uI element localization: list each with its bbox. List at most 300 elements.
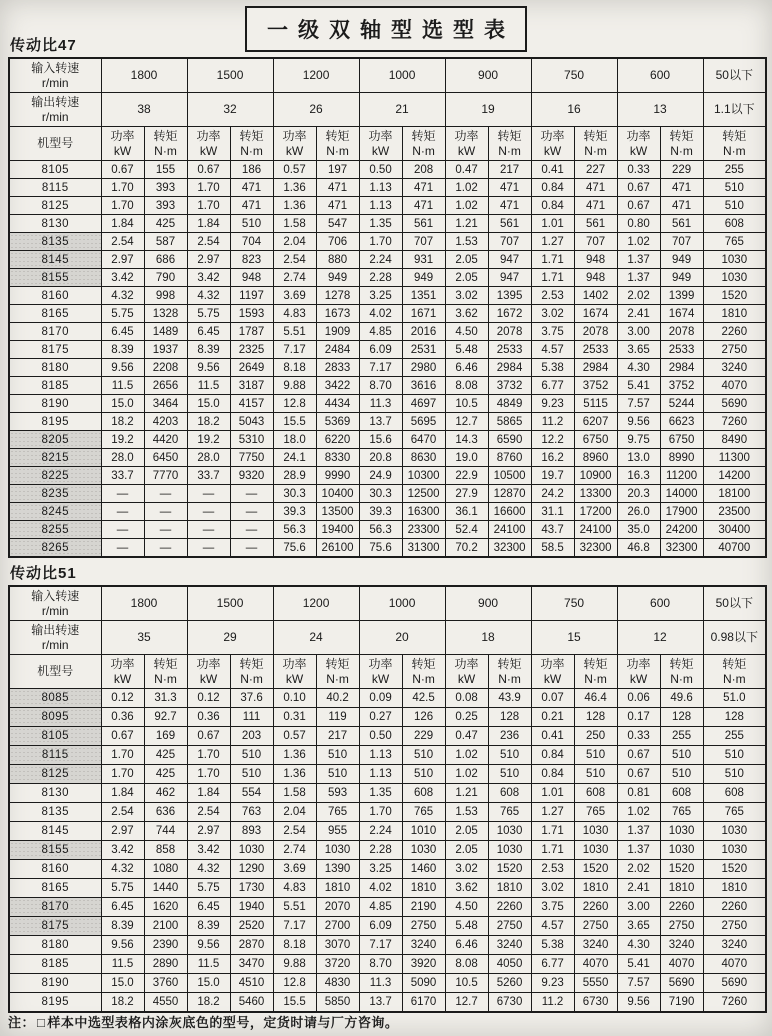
torque-value-cell: 4157 [230,395,273,413]
model-cell: 8115 [9,179,101,197]
torque-value-cell: 236 [488,727,531,746]
power-value-cell: 39.3 [359,503,402,521]
power-value-cell: 3.75 [531,323,574,341]
output-speed-row [9,621,766,655]
power-value-cell: 75.6 [359,539,402,558]
torque-value-cell: — [230,503,273,521]
power-header: 功率 kW [273,655,316,689]
output-speed-row [9,93,766,127]
table-row [9,413,766,431]
power-value-cell: 7.17 [273,917,316,936]
torque-value-cell: 510 [230,746,273,765]
output-speed-value: 12 [617,621,703,655]
torque-value-cell: 471 [402,179,445,197]
table-row [9,215,766,233]
torque-value-cell: 1520 [703,860,766,879]
torque-value-cell: 510 [230,215,273,233]
power-value-cell: 3.00 [617,323,660,341]
torque-value-cell: 393 [144,179,187,197]
power-value-cell: 36.1 [445,503,488,521]
power-value-cell: 30.3 [359,485,402,503]
model-cell: 8155 [9,841,101,860]
power-value-cell: 4.32 [187,287,230,305]
power-value-cell: 1.36 [273,765,316,784]
torque-value-cell: 14000 [660,485,703,503]
table-row [9,161,766,179]
table-body [9,689,766,1013]
torque-value-cell: 32300 [660,539,703,558]
torque-value-cell: 2750 [660,917,703,936]
power-value-cell: 1.37 [617,251,660,269]
power-value-cell: 0.31 [273,708,316,727]
table-body [9,161,766,558]
power-value-cell: 0.41 [531,727,574,746]
input-speed-row [9,58,766,93]
power-value-cell: 0.27 [359,708,402,727]
power-value-cell: 56.3 [359,521,402,539]
input-speed-value: 1500 [187,58,273,93]
input-speed-value: 900 [445,58,531,93]
power-value-cell: 1.36 [273,197,316,215]
torque-value-cell: 2750 [574,917,617,936]
selection-table-ratio47 [8,57,767,558]
table-row [9,359,766,377]
torque-value-cell: 16600 [488,503,531,521]
torque-value-cell: 126 [402,708,445,727]
torque-value-cell: 10400 [316,485,359,503]
torque-value-cell: 1290 [230,860,273,879]
output-speed-value: 19 [445,93,531,127]
power-value-cell: 13.7 [359,413,402,431]
power-value-cell: 12.7 [445,993,488,1013]
torque-value-cell: 2208 [144,359,187,377]
table-row [9,841,766,860]
torque-value-cell: 893 [230,822,273,841]
input-speed-value: 1000 [359,586,445,621]
power-value-cell: 1.21 [445,784,488,803]
torque-value-cell: 510 [660,765,703,784]
model-cell: 8130 [9,784,101,803]
model-cell: 8235 [9,485,101,503]
torque-value-cell: 250 [574,727,617,746]
output-speed-label: 输出转速 r/min [9,621,101,655]
torque-value-cell: 92.7 [144,708,187,727]
power-value-cell: 1.27 [531,233,574,251]
power-header: 功率 kW [617,127,660,161]
power-value-cell: 0.67 [617,197,660,215]
torque-value-cell: 510 [703,765,766,784]
torque-value-cell: 12870 [488,485,531,503]
torque-value-cell: 3187 [230,377,273,395]
table-row [9,784,766,803]
torque-value-cell: 31300 [402,539,445,558]
output-speed-value: 15 [531,621,617,655]
torque-value-cell: 6750 [660,431,703,449]
torque-value-cell: 2750 [703,917,766,936]
power-value-cell: 5.75 [101,305,144,323]
power-value-cell: 2.54 [273,822,316,841]
power-header: 功率 kW [187,655,230,689]
torque-value-cell: 32300 [488,539,531,558]
input-speed-value: 1800 [101,586,187,621]
power-value-cell: 4.32 [187,860,230,879]
torque-value-cell: 947 [488,251,531,269]
power-value-cell: 3.00 [617,898,660,917]
torque-value-cell: 707 [574,233,617,251]
torque-value-cell: 23300 [402,521,445,539]
torque-value-cell: 7750 [230,449,273,467]
power-value-cell: 2.54 [101,233,144,251]
input-speed-value: 600 [617,586,703,621]
torque-value-cell: 14200 [703,467,766,485]
torque-value-cell: 2078 [574,323,617,341]
model-cell: 8195 [9,413,101,431]
power-value-cell: 1.02 [445,197,488,215]
power-value-cell: 1.70 [187,746,230,765]
torque-value-cell: 949 [316,269,359,287]
torque-value-cell: 2016 [402,323,445,341]
torque-value-cell: 10300 [402,467,445,485]
model-cell: 8180 [9,936,101,955]
power-value-cell: 1.37 [617,269,660,287]
power-value-cell: 70.2 [445,539,488,558]
power-value-cell: 18.0 [273,431,316,449]
table-section-ratio47 [8,38,764,558]
table-header [9,586,766,689]
torque-value-cell: 119 [316,708,359,727]
output-speed-value: 29 [187,621,273,655]
power-value-cell: 4.50 [445,323,488,341]
torque-header: 转矩 N·m [574,127,617,161]
power-value-cell: 31.1 [531,503,574,521]
torque-value-cell: 3752 [660,377,703,395]
torque-header: 转矩 N·m [703,127,766,161]
torque-value-cell: 823 [230,251,273,269]
torque-value-cell: 471 [488,179,531,197]
power-value-cell: 9.56 [187,359,230,377]
power-value-cell: 1.36 [273,746,316,765]
power-value-cell: 1.13 [359,765,402,784]
torque-value-cell: 1030 [703,251,766,269]
torque-value-cell: 5865 [488,413,531,431]
torque-value-cell: 5460 [230,993,273,1013]
torque-value-cell: 6623 [660,413,703,431]
torque-value-cell: 931 [402,251,445,269]
torque-value-cell: 1010 [402,822,445,841]
power-value-cell: 1.02 [617,803,660,822]
torque-value-cell: 949 [660,269,703,287]
input-speed-value: 1000 [359,58,445,93]
torque-value-cell: 1810 [660,879,703,898]
model-cell: 8125 [9,197,101,215]
power-value-cell: 9.56 [617,413,660,431]
torque-value-cell: 7260 [703,413,766,431]
power-value-cell: 15.0 [101,974,144,993]
torque-value-cell: 765 [703,233,766,251]
table-row [9,860,766,879]
torque-value-cell: 1810 [316,879,359,898]
power-value-cell: 0.08 [445,689,488,708]
torque-value-cell: 7260 [703,993,766,1013]
power-value-cell: — [187,539,230,558]
torque-value-cell: 5115 [574,395,617,413]
torque-value-cell: 26100 [316,539,359,558]
torque-value-cell: 17200 [574,503,617,521]
power-value-cell: 0.67 [101,161,144,179]
power-value-cell: 4.02 [359,879,402,898]
torque-value-cell: 5690 [703,395,766,413]
power-value-cell: 11.3 [359,974,402,993]
power-value-cell: 10.5 [445,974,488,993]
power-value-cell: 4.57 [531,341,574,359]
torque-value-cell: 3732 [488,377,531,395]
power-value-cell: 1.70 [101,746,144,765]
torque-value-cell: 1672 [488,305,531,323]
power-value-cell: 28.0 [101,449,144,467]
torque-value-cell: 1351 [402,287,445,305]
torque-value-cell: 561 [402,215,445,233]
torque-value-cell: 217 [316,727,359,746]
torque-header: 转矩 N·m [574,655,617,689]
power-value-cell: 0.50 [359,161,402,179]
power-value-cell: 1.27 [531,803,574,822]
torque-value-cell: 19400 [316,521,359,539]
torque-value-cell: 1278 [316,287,359,305]
torque-value-cell: 4070 [660,955,703,974]
torque-value-cell: 5850 [316,993,359,1013]
power-value-cell: 1.84 [101,215,144,233]
torque-value-cell: 2870 [230,936,273,955]
power-value-cell: 1.70 [101,765,144,784]
torque-value-cell: 4849 [488,395,531,413]
power-value-cell: 10.5 [445,395,488,413]
torque-value-cell: 2750 [703,341,766,359]
torque-value-cell: 955 [316,822,359,841]
power-value-cell: 4.32 [101,860,144,879]
torque-value-cell: 2984 [488,359,531,377]
power-value-cell: 1.02 [445,179,488,197]
torque-value-cell: 2390 [144,936,187,955]
model-cell: 8130 [9,215,101,233]
power-value-cell: 0.41 [531,161,574,179]
torque-value-cell: 1671 [402,305,445,323]
torque-value-cell: 208 [402,161,445,179]
torque-value-cell: 949 [402,269,445,287]
torque-header: 转矩 N·m [316,655,359,689]
power-header: 功率 kW [187,127,230,161]
power-value-cell: 6.09 [359,917,402,936]
torque-value-cell: 510 [703,746,766,765]
output-speed-value: 0.98以下 [703,621,766,655]
power-value-cell: 0.12 [187,689,230,708]
power-value-cell: 1.70 [359,233,402,251]
torque-value-cell: 1197 [230,287,273,305]
power-value-cell: 2.28 [359,841,402,860]
power-header: 功率 kW [101,655,144,689]
torque-value-cell: 471 [316,179,359,197]
torque-value-cell: 2984 [574,359,617,377]
power-value-cell: 6.09 [359,341,402,359]
torque-value-cell: 4050 [488,955,531,974]
power-value-cell: 15.0 [187,974,230,993]
torque-value-cell: 1674 [574,305,617,323]
power-value-cell: 3.69 [273,287,316,305]
torque-value-cell: 5690 [703,974,766,993]
torque-value-cell: 2260 [488,898,531,917]
torque-value-cell: 510 [316,746,359,765]
power-value-cell: 1.70 [359,803,402,822]
power-value-cell: 1.01 [531,784,574,803]
power-value-cell: 11.5 [101,955,144,974]
torque-value-cell: 255 [703,161,766,179]
power-value-cell: 3.25 [359,287,402,305]
power-value-cell: 0.67 [187,727,230,746]
power-value-cell: 2.02 [617,860,660,879]
power-value-cell: 1.53 [445,233,488,251]
torque-value-cell: 186 [230,161,273,179]
power-value-cell: — [101,539,144,558]
model-cell: 8185 [9,955,101,974]
torque-value-cell: 6207 [574,413,617,431]
torque-value-cell: 13300 [574,485,617,503]
power-value-cell: 0.50 [359,727,402,746]
table-row [9,431,766,449]
torque-value-cell: 4697 [402,395,445,413]
torque-header: 转矩 N·m [660,655,703,689]
power-value-cell: 33.7 [101,467,144,485]
output-speed-value: 38 [101,93,187,127]
torque-value-cell: 169 [144,727,187,746]
power-value-cell: 5.51 [273,323,316,341]
torque-value-cell: 587 [144,233,187,251]
torque-value-cell: 51.0 [703,689,766,708]
model-cell: 8165 [9,879,101,898]
torque-header: 转矩 N·m [488,127,531,161]
power-value-cell: 0.84 [531,197,574,215]
torque-value-cell: 5310 [230,431,273,449]
torque-value-cell: 1520 [574,860,617,879]
power-header: 功率 kW [101,127,144,161]
power-value-cell: 3.25 [359,860,402,879]
torque-value-cell: 948 [574,269,617,287]
torque-value-cell: 471 [402,197,445,215]
power-value-cell: 0.67 [101,727,144,746]
power-value-cell: 2.97 [101,822,144,841]
power-value-cell: 4.83 [273,879,316,898]
torque-value-cell: 765 [316,803,359,822]
output-speed-value: 13 [617,93,703,127]
power-value-cell: 24.9 [359,467,402,485]
power-value-cell: 0.09 [359,689,402,708]
torque-value-cell: 765 [703,803,766,822]
torque-value-cell: 2980 [402,359,445,377]
power-value-cell: 8.70 [359,377,402,395]
torque-value-cell: 2531 [402,341,445,359]
torque-value-cell: 4550 [144,993,187,1013]
torque-value-cell: 510 [703,197,766,215]
power-value-cell: 19.2 [101,431,144,449]
torque-value-cell: 3070 [316,936,359,955]
power-value-cell: 2.04 [273,803,316,822]
torque-value-cell: 1460 [402,860,445,879]
page-title: 一级双轴型选型表 [245,6,527,52]
power-value-cell: 30.3 [273,485,316,503]
torque-value-cell: 1787 [230,323,273,341]
power-value-cell: 13.7 [359,993,402,1013]
torque-value-cell: 2649 [230,359,273,377]
torque-value-cell: 3240 [660,936,703,955]
torque-value-cell: 1673 [316,305,359,323]
footnote-prefix: 注： [8,1015,36,1030]
power-value-cell: 6.46 [445,936,488,955]
torque-value-cell: 608 [660,784,703,803]
torque-value-cell: 1810 [703,879,766,898]
power-value-cell: 2.54 [187,233,230,251]
power-value-cell: 6.77 [531,955,574,974]
power-value-cell: 8.39 [101,917,144,936]
power-header: 功率 kW [531,127,574,161]
power-value-cell: 6.45 [187,323,230,341]
model-cell: 8095 [9,708,101,727]
torque-value-cell: 547 [316,215,359,233]
torque-value-cell: 5260 [488,974,531,993]
torque-header: 转矩 N·m [402,127,445,161]
input-speed-value: 600 [617,58,703,93]
torque-value-cell: 765 [660,803,703,822]
model-cell: 8245 [9,503,101,521]
power-value-cell: 3.42 [101,841,144,860]
table-row [9,746,766,765]
table-row [9,708,766,727]
power-value-cell: 15.0 [101,395,144,413]
torque-value-cell: 1030 [488,822,531,841]
model-cell: 8145 [9,822,101,841]
power-value-cell: 2.04 [273,233,316,251]
torque-value-cell: 10900 [574,467,617,485]
torque-value-cell: 608 [402,784,445,803]
power-value-cell: — [101,503,144,521]
torque-value-cell: 6470 [402,431,445,449]
output-speed-value: 1.1以下 [703,93,766,127]
power-value-cell: — [187,503,230,521]
torque-value-cell: 765 [574,803,617,822]
power-value-cell: 2.53 [531,287,574,305]
power-value-cell: 0.81 [617,784,660,803]
torque-value-cell: 608 [488,784,531,803]
torque-value-cell: 510 [316,765,359,784]
power-value-cell: 1.84 [187,784,230,803]
table-row [9,822,766,841]
power-value-cell: 3.62 [445,879,488,898]
torque-value-cell: 510 [574,746,617,765]
torque-value-cell: 3920 [402,955,445,974]
torque-header: 转矩 N·m [230,655,273,689]
power-value-cell: 16.2 [531,449,574,467]
torque-value-cell: 471 [488,197,531,215]
power-value-cell: 2.02 [617,287,660,305]
torque-value-cell: 1402 [574,287,617,305]
power-value-cell: 0.67 [617,746,660,765]
power-value-cell: 0.07 [531,689,574,708]
torque-value-cell: 3240 [402,936,445,955]
torque-value-cell: 2100 [144,917,187,936]
torque-value-cell: 1810 [402,879,445,898]
power-value-cell: 2.24 [359,822,402,841]
power-value-cell: 1.70 [101,179,144,197]
model-cell: 8215 [9,449,101,467]
torque-value-cell: 1030 [574,841,617,860]
power-value-cell: 11.2 [531,413,574,431]
